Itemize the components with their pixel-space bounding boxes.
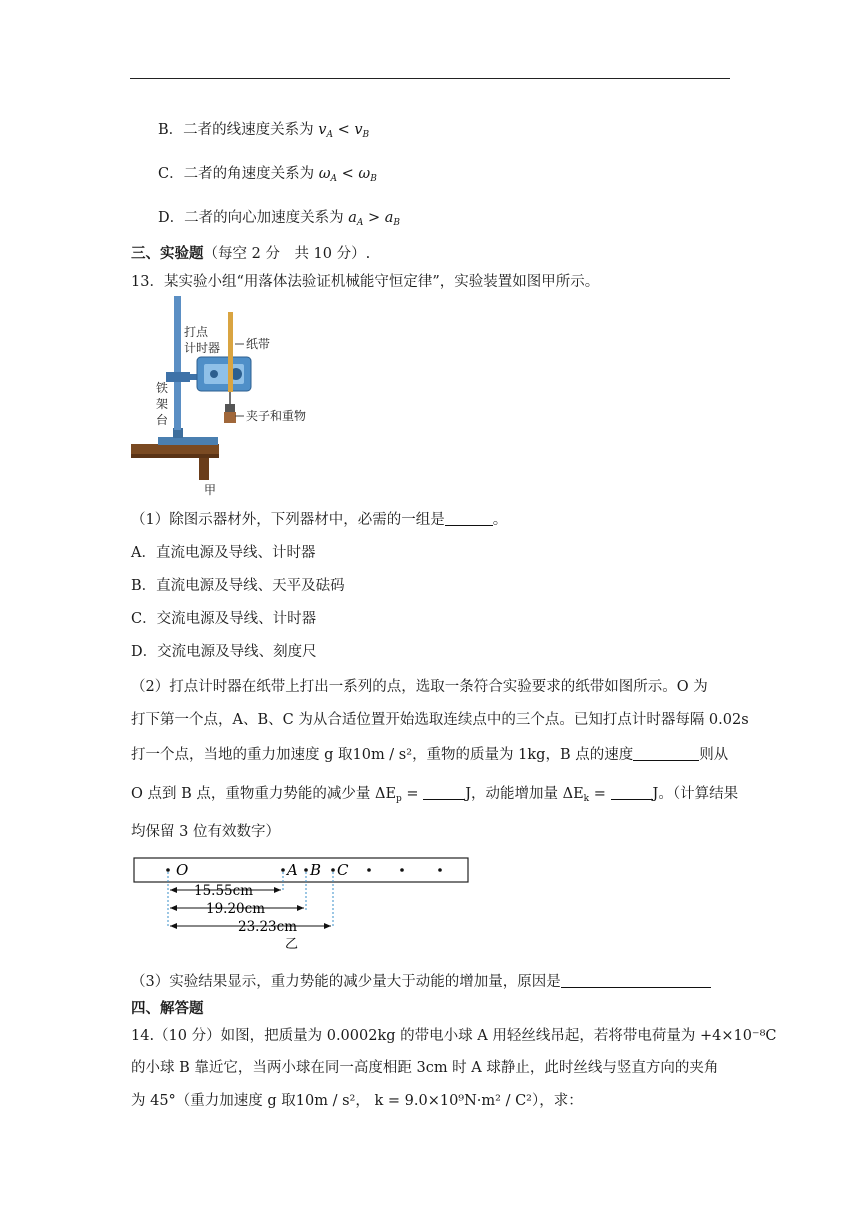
point-c (331, 868, 335, 872)
header-rule (130, 78, 730, 79)
q13-part1: （1）除图示器材外，下列器材中，必需的一组是 。 (131, 512, 508, 528)
label-c: C (337, 861, 349, 879)
dist-oa: 15.55cm (194, 883, 254, 899)
label-stand-1: 铁 (156, 381, 169, 395)
point-b (304, 868, 308, 872)
q13-part2-line4: O 点到 B 点，重物重力势能的减少量 $\Delta E_p = J$，动能增加量 $\Delta E_k = J$。（计算结果 (131, 786, 739, 804)
answer-blank-ep[interactable] (423, 785, 465, 800)
answer-blank-vb[interactable] (633, 746, 699, 761)
q13-part2-line1: （2）打点计时器在纸带上打出一系列的点，选取一条符合实验要求的纸带如图所示。O 为 (131, 679, 708, 695)
dist-ob: 19.20cm (206, 901, 266, 917)
label-stand-3: 台 (156, 413, 169, 427)
caption-yi: 乙 (285, 937, 299, 952)
answer-blank-3[interactable] (561, 973, 711, 988)
table-leg (199, 458, 209, 480)
stand-rod (174, 296, 181, 430)
option-b-prev: B．二者的线速度关系为 $v_A < v_B$ (158, 122, 370, 140)
figure-apparatus (128, 292, 308, 498)
label-weight: 夹子和重物 (246, 409, 307, 423)
label-o: O (176, 861, 189, 879)
math-c: $\omega_A < \omega_B$ (318, 166, 377, 184)
q13-part2-line5: 均保留 3 位有效数字） (131, 824, 280, 840)
label-a: A (287, 861, 298, 879)
q14-line3: 为 45°（重力加速度 g 取10m / s²， k = 9.0×10⁹N·m² / C²），求： (131, 1093, 583, 1109)
answer-blank-ek[interactable] (611, 785, 653, 800)
q13-part2-line3: 打一个点，当地的重力加速度 g 取10m / s²，重物的质量为 1kg，B 点的速度 则从 (131, 747, 729, 763)
q13-option-d: D．交流电源及导线、刻度尺 (131, 644, 317, 660)
label-b: B (310, 861, 322, 879)
label-tape: 纸带 (246, 337, 271, 351)
option-d-prev: D．二者的向心加速度关系为 $a_A > a_B$ (158, 210, 401, 228)
label-timer-1: 打点 (184, 325, 209, 339)
q13-part2-line2: 打下第一个点，A、B、C 为从合适位置开始选取连续点中的三个点。已知打点计时器每隔 0.02s (131, 712, 749, 728)
weight (224, 412, 236, 423)
section-3-heading: 三、实验题（每空 2 分 共 10 分）. (131, 245, 371, 262)
point-extra-1 (367, 868, 371, 872)
caption-jia: 甲 (204, 483, 217, 497)
math-b: $v_A < v_B$ (318, 122, 370, 140)
label-timer-2: 计时器 (184, 341, 221, 355)
q13-part3: （3）实验结果显示，重力势能的减少量大于动能的增加量，原因是 (131, 970, 711, 991)
math-d: $a_A > a_B$ (348, 210, 401, 228)
q13-stem: 13．某实验小组“用落体法验证机械能守恒定律”，实验装置如图甲所示。 (131, 274, 600, 290)
stand-base (158, 437, 218, 445)
q13-option-b: B．直流电源及导线、天平及砝码 (131, 578, 345, 594)
option-c-prev: C．二者的角速度关系为 $\omega_A < \omega_B$ (158, 166, 377, 184)
paper-tape (228, 312, 233, 392)
figure-tape (130, 852, 472, 952)
point-a (281, 868, 285, 872)
q13-option-c: C．交流电源及导线、计时器 (131, 611, 317, 627)
point-extra-3 (438, 868, 442, 872)
table-top (131, 444, 219, 454)
q14-line1: 14.（10 分）如图，把质量为 0.0002kg 的带电小球 A 用轻丝线吊起，若将带电荷量为 +4×10⁻⁸C (131, 1028, 777, 1044)
point-extra-2 (400, 868, 404, 872)
answer-blank-1[interactable] (445, 511, 493, 526)
label-stand-2: 架 (156, 397, 169, 411)
dist-oc: 23.23cm (238, 919, 298, 935)
q14-line2: 的小球 B 靠近它，当两小球在同一高度相距 3cm 时 A 球静止，此时丝线与竖直方向的夹角 (131, 1060, 719, 1076)
point-o (166, 868, 170, 872)
q13-option-a: A．直流电源及导线、计时器 (131, 545, 316, 561)
section-4-heading: 四、解答题 (131, 1000, 204, 1017)
